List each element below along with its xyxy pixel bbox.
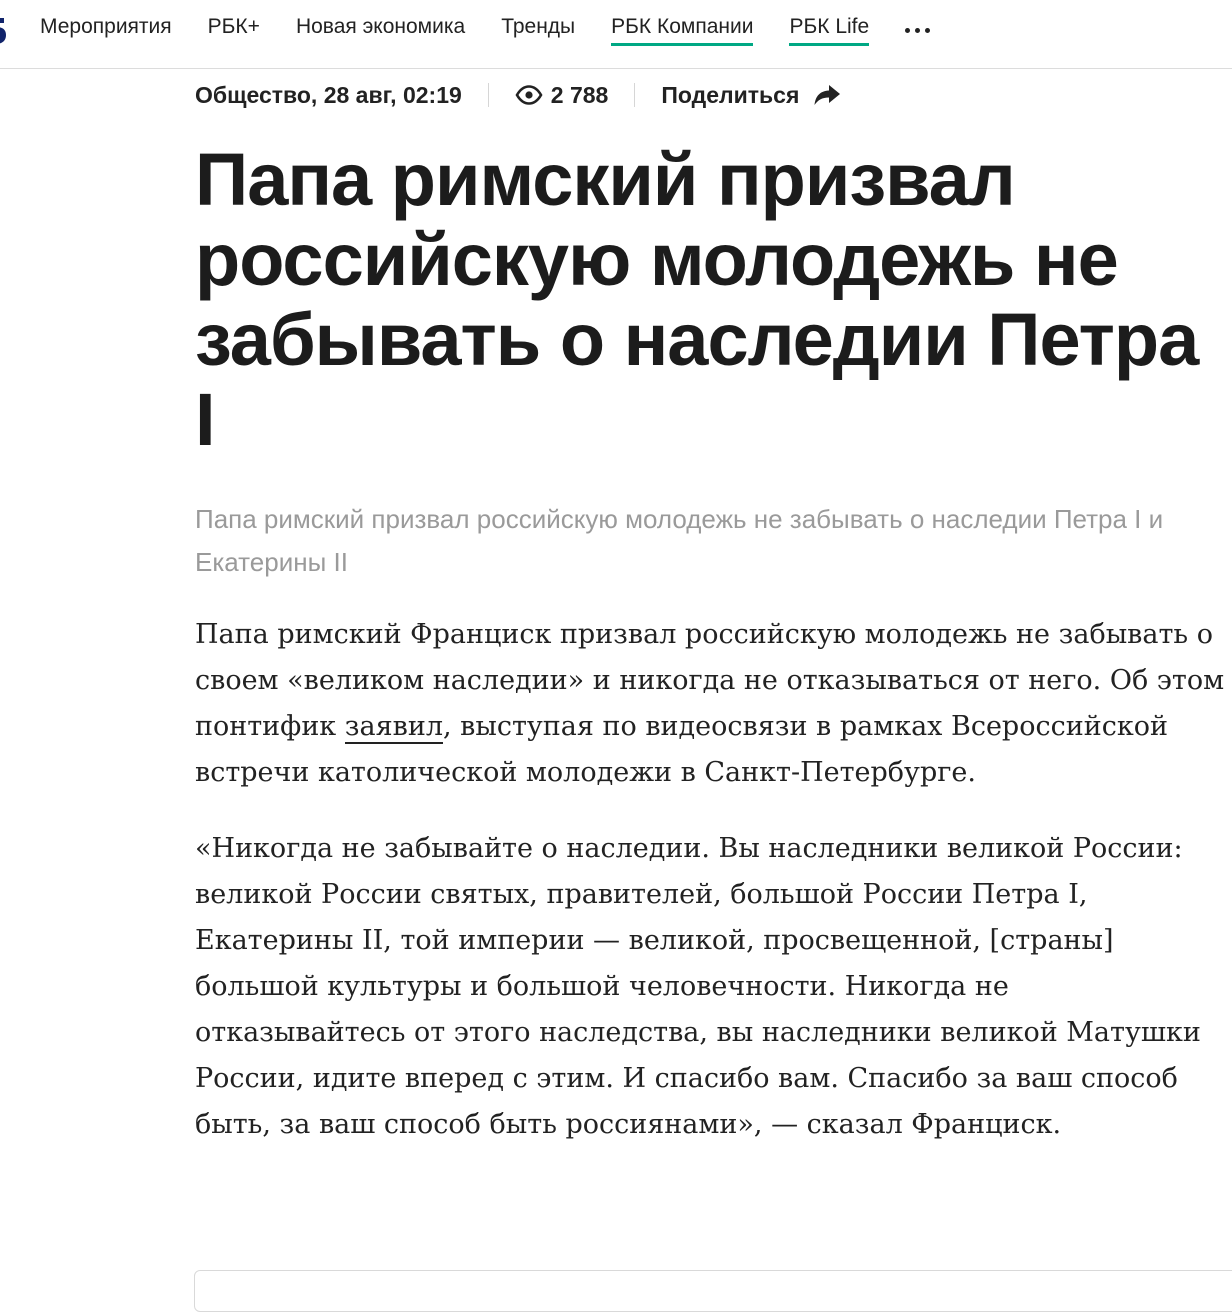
article-headline: Папа римский призвал российскую молодежь не забывать о наследии Петра I [195,138,1199,461]
article [195,68,1225,1148]
article-quote-paragraph: «Никогда не забывайте о наследии. Вы наследники великой России: великой России святых, правителей, большой России Петра I, Екатерины II, той империи — великой, просвещенной, [страны] большой культуры и большой человечности. Никогда не отказывайтесь от этого наследства, вы наследники великой Матушки России, идите вперед с этим. И спасибо вам. Спасибо за ваш способ быть, за ваш способ быть россиянами», — сказал Франциск. [195,833,1201,1140]
nav-item-rbc-life[interactable]: РБК Life [789,14,869,46]
nav-item-rbc-companies[interactable]: РБК Компании [611,14,753,46]
nav-item-trends[interactable]: Тренды [501,15,576,38]
nav-item-new-economy[interactable]: Новая экономика [295,15,466,38]
next-block-card [194,1270,1232,1312]
meta-divider [488,83,489,107]
eye-icon [515,85,543,105]
share-arrow-icon [813,83,841,107]
paragraph-text: Папа римский Франциск призвал российскую молодежь не забывать о своем «великом наследии» и никогда не отказываться от него. Об этом понтифик [195,619,1225,742]
nav-item-events[interactable]: Мероприятия [40,15,172,38]
logo-icon [0,14,8,46]
site-logo-fragment[interactable] [0,14,8,52]
more-horizontal-icon[interactable] [903,22,932,39]
source-link[interactable]: заявил [344,711,443,742]
nav-menu [40,0,932,60]
share-label: Поделиться [661,81,800,108]
rubric-date[interactable]: Общество, 28 авг, 02:19 [195,81,462,108]
article-paragraph [195,612,1225,796]
meta-divider [634,83,635,107]
nav-item-rbc-plus[interactable]: РБК+ [207,15,260,38]
views-counter [515,82,609,109]
top-navigation [0,0,1232,69]
paragraph-text: , выступая по видеосвязи в рамках Всероссийской встречи католической молодежи в Санкт-Петербурге. [195,711,1168,788]
article-subtitle: Папа римский призвал российскую молодежь не забывать о наследии Петра I и Екатерины II [195,504,1164,577]
article-meta [195,68,1225,122]
share-button[interactable] [661,82,841,109]
views-count: 2 788 [550,81,609,108]
